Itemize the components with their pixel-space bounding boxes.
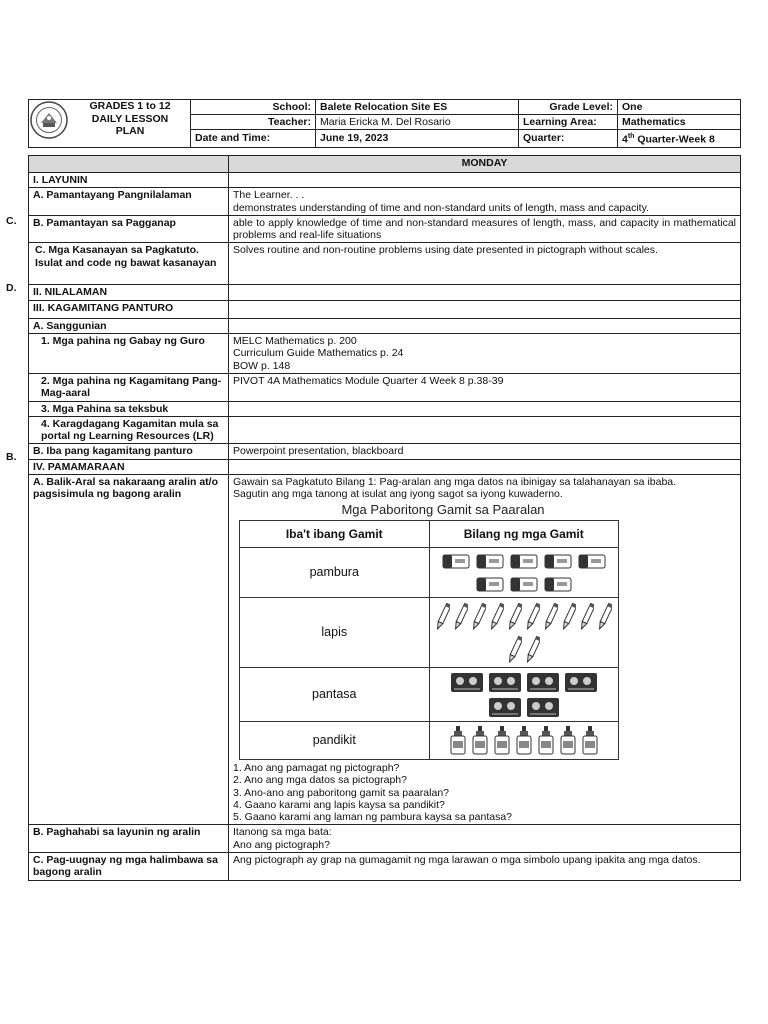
nilalaman-heading: II. NILALAMAN: [29, 285, 229, 300]
pictograph-symbols: [429, 597, 619, 667]
balik-aral-label: A. Balik-Aral sa nakaraang aralin at/o pagsisimula ng bagong aralin: [29, 475, 229, 825]
eraser-icon: [475, 573, 505, 595]
pamamaraan-heading: IV. PAMAMARAAN: [29, 459, 229, 474]
pictograph-item-label: pambura: [240, 547, 430, 597]
school-value: Balete Relocation Site ES: [316, 100, 519, 115]
kagamitang-mag-aaral-label: 2. Mga pahina ng Kagamitang Pang-Mag-aaral: [29, 373, 229, 401]
grade-value: One: [618, 100, 741, 115]
glue-icon: [537, 724, 555, 756]
eraser-icon: [475, 550, 505, 572]
eraser-icon: [577, 550, 607, 572]
quarter-label: Quarter:: [519, 130, 618, 148]
glue-icon: [471, 724, 489, 756]
pamantayang-pangnilalaman-text: The Learner. . . demonstrates understanding of time and non-standard units of length, mass and capacity.: [229, 188, 741, 216]
day-header: MONDAY: [229, 156, 741, 173]
side-marker-d: D.: [6, 282, 17, 294]
teacher-label: Teacher:: [191, 115, 316, 130]
pictograph-col-count: Bilang ng mga Gamit: [429, 520, 619, 547]
pictograph-row: [240, 667, 619, 721]
glue-icon: [493, 724, 511, 756]
sanggunian-label: A. Sanggunian: [29, 318, 229, 333]
pencil-icon: [508, 600, 522, 632]
pencil-icon: [490, 600, 504, 632]
question-item: 1. Ano ang pamagat ng pictograph?: [233, 761, 400, 774]
glue-icon: [559, 724, 577, 756]
paghahabi-text: Itanong sa mga bata: Ano ang pictograph?: [229, 825, 741, 853]
dlp-title: GRADES 1 to 12 DAILY LESSON PLAN: [89, 100, 171, 137]
eraser-icon: [543, 573, 573, 595]
pictograph-row: [240, 597, 619, 667]
pencil-icon: [508, 633, 522, 665]
sharpener-icon: [526, 695, 560, 719]
question-item: 4. Gaano karami ang lapis kaysa sa pandikit?: [233, 798, 445, 811]
iba-pang-kagamitan-text: Powerpoint presentation, blackboard: [229, 444, 741, 459]
pictograph-row: [240, 547, 619, 597]
pencil-icon: [472, 600, 486, 632]
pictograph-item-label: lapis: [240, 597, 430, 667]
gabay-text: MELC Mathematics p. 200 Curriculum Guide Mathematics p. 24 BOW p. 148: [229, 334, 741, 374]
pencil-icon: [580, 600, 594, 632]
pictograph-row: [240, 721, 619, 759]
teksbuk-label: 3. Mga Pahina sa teksbuk: [29, 401, 229, 416]
area-label: Learning Area:: [519, 115, 618, 130]
iba-pang-kagamitan-label: B. Iba pang kagamitang panturo: [29, 444, 229, 459]
pictograph-symbols: [429, 667, 619, 721]
pag-uugnay-text: Ang pictograph ay grap na gumagamit ng mga larawan o mga simbolo upang ipakita ang mga datos.: [229, 853, 741, 881]
layunin-heading: I. LAYUNIN: [29, 173, 229, 188]
pencil-icon: [598, 600, 612, 632]
side-marker-c: C.: [6, 215, 17, 227]
pencil-icon: [436, 600, 450, 632]
pag-uugnay-label: C. Pag-uugnay ng mga halimbawa sa bagong aralin: [29, 853, 229, 881]
sharpener-icon: [488, 670, 522, 694]
glue-icon: [581, 724, 599, 756]
pictograph-item-label: pantasa: [240, 667, 430, 721]
header-table: [28, 99, 741, 148]
glue-icon: [515, 724, 533, 756]
sharpener-icon: [488, 695, 522, 719]
kagamitang-mag-aaral-text: PIVOT 4A Mathematics Module Quarter 4 Week 8 p.38-39: [229, 373, 741, 401]
pictograph-symbols: [429, 547, 619, 597]
quarter-value: 4th Quarter-Week 8: [618, 130, 741, 148]
pamantayang-pangnilalaman-label: A. Pamantayang Pangnilalaman: [29, 188, 229, 216]
pictograph-title: Mga Paboritong Gamit sa Paaralan: [341, 501, 545, 517]
sharpener-icon: [564, 670, 598, 694]
glue-icon: [449, 724, 467, 756]
kagamitang-panturo-heading: III. KAGAMITANG PANTURO: [29, 300, 229, 318]
area-value: Mathematics: [618, 115, 741, 130]
pamantayan-pagganap-text: able to apply knowledge of time and non-standard measures of length, mass, and capacity in mathematical problems and real-life situations: [229, 215, 741, 243]
pencil-icon: [526, 600, 540, 632]
sharpener-icon: [450, 670, 484, 694]
school-label: School:: [191, 100, 316, 115]
pictograph-symbols: [429, 721, 619, 759]
pencil-icon: [454, 600, 468, 632]
teacher-value: Maria Ericka M. Del Rosario: [316, 115, 519, 130]
kasanayan-label: C. Mga Kasanayan sa Pagkatuto. Isulat and code ng bawat kasanayan: [29, 243, 229, 285]
eraser-icon: [509, 573, 539, 595]
side-marker-b: B.: [6, 451, 17, 463]
pencil-icon: [562, 600, 576, 632]
sharpener-icon: [526, 670, 560, 694]
date-value: June 19, 2023: [316, 130, 519, 148]
lesson-table: [28, 155, 741, 881]
pictograph-col-items: Iba't ibang Gamit: [240, 520, 430, 547]
eraser-icon: [543, 550, 573, 572]
question-item: 3. Ano-ano ang paboritong gamit sa paaralan?: [233, 786, 449, 799]
balik-aral-content: Gawain sa Pagkatuto Bilang 1: Pag-aralan ang mga datos na ibinigay sa talahanayan sa ibaba. Sagutin ang mga tanong at isulat ang iyong sagot sa iyong kuwaderno. Mga Paboritong Gamit sa Paaralan Iba't ibang Gamit Bilang ng mga Gamit pambura lapis pantasa pandikit 1. Ano ang pamagat ng pictograph? 2. Ano ang mga datos sa pictograph? 3. Ano-ano ang paboritong gamit sa paaralan? 4. Gaano karami ang lapis kaysa sa pandikit? 5. Gaano karami ang laman ng pambura kaysa sa pantasa?: [229, 475, 741, 825]
pencil-icon: [526, 633, 540, 665]
paghahabi-label: B. Paghahabi sa layunin ng aralin: [29, 825, 229, 853]
question-item: 5. Gaano karami ang laman ng pambura kaysa sa pantasa?: [233, 811, 513, 824]
question-item: 2. Ano ang mga datos sa pictograph?: [233, 774, 407, 787]
pencil-icon: [544, 600, 558, 632]
question-list: [233, 762, 736, 823]
eraser-icon: [509, 550, 539, 572]
eraser-icon: [441, 550, 471, 572]
grade-label: Grade Level:: [519, 100, 618, 115]
pictograph-item-label: pandikit: [240, 721, 430, 759]
karagdagang-kagamitan-label: 4. Karagdagang Kagamitan mula sa portal ng Learning Resources (LR): [29, 416, 229, 444]
gabay-label: 1. Mga pahina ng Gabay ng Guro: [29, 334, 229, 374]
date-label: Date and Time:: [191, 130, 316, 148]
pamantayan-pagganap-label: B. Pamantayan sa Pagganap: [29, 215, 229, 243]
pictograph: [239, 501, 619, 760]
kasanayan-text: Solves routine and non-routine problems using date presented in pictograph without scales.: [229, 243, 741, 285]
